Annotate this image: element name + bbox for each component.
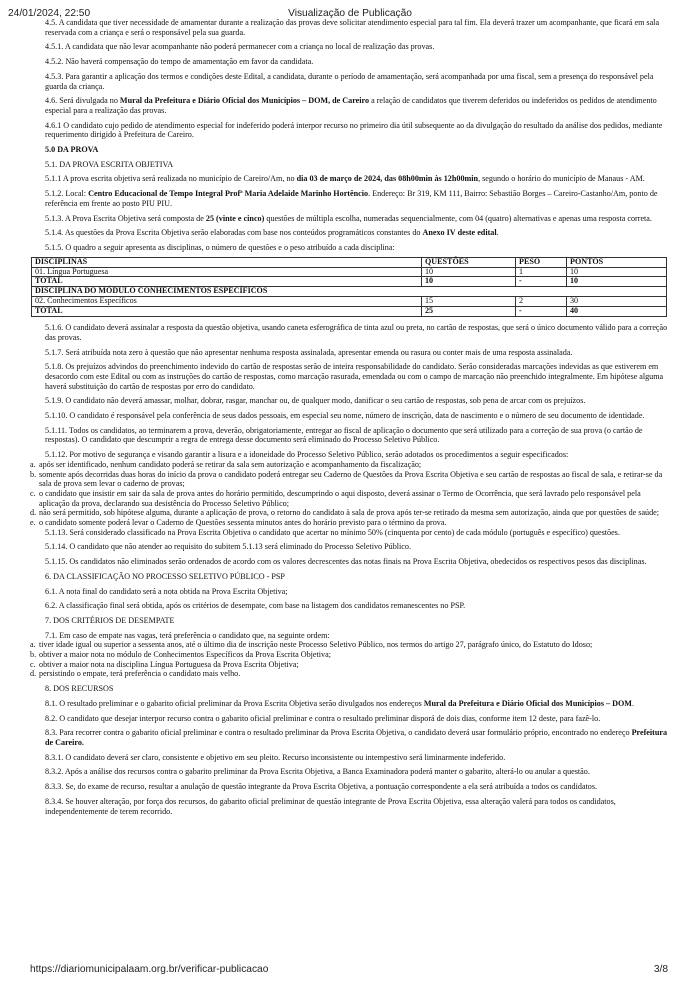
paragraph-5-1-7: 5.1.7. Será atribuída nota zero à questão que não apresentar nenhuma resposta assinalada, apresentar emenda ou rasura ou conter mais de uma resposta assinalada. [45,347,573,357]
text-run: a relação de candidatos que tiverem deferidos ou indeferidos os pedidos de atendimento especial para a realização das provas. [45,96,657,115]
paragraph-4-5-1: 4.5.1. A candidata que não levar acompanhante não poderá permanecer com a criança no local de realização das provas. [45,42,435,52]
print-datetime: 24/01/2024, 22:50 [8,8,91,19]
list-7-1 [31,640,671,679]
list-marker: b. [30,469,37,479]
list-item-text: somente após decorridas duas horas do início da prova o candidato poderá entregar seu Caderno de Questões da Prova Escrita Objetiva e seu cartão de respostas ao fiscal de sala, e retirar-se da sala de prova sem levar o caderno de provas; [39,469,663,489]
table-cell [422,277,516,287]
section-heading-5-0 [31,145,671,155]
list-item-text: não será permitido, sob hipótese alguma, durante a aplicação de prova, o retorno do candidato à sala de prova após ter-se retirado da mesma sem autorização, ainda que por questões de saúde; [39,508,660,518]
list-item-text: obtiver a maior nota na disciplina Língua Portuguesa da Prova Escrita Objetiva; [39,659,299,669]
text-run: 4.6. Será divulgada no [45,96,120,106]
paragraph-5-1-9: 5.1.9. O candidato não deverá amassar, molhar, dobrar, rasgar, manchar ou, de qualquer modo, danificar o seu cartão de respostas, sob pena de arcar com os prejuízos. [45,396,586,406]
table-total-row [32,307,667,317]
bold-run: 40 [570,306,579,316]
list-marker: b. [30,650,37,660]
list-item [31,640,671,650]
header-peso [516,257,567,267]
table-cell: 10 [422,267,516,277]
bold-run: 10 [570,276,579,286]
bold-run: - [519,306,522,316]
paragraph-8-1 [31,699,671,709]
list-marker: a. [30,459,36,469]
text-run: 5.1.1 A prova escrita objetiva será realizada no município de Careiro/Am, no [45,174,297,184]
text-run: 5.1.3. A Prova Escrita Objetiva será composta de [45,213,206,223]
table-cell: 30 [567,297,667,307]
paragraph-5-1-4 [31,228,671,238]
list-item-text: obtiver a maior nota no módulo de Conhecimentos Específicos da Prova Escrita Objetiva; [39,650,331,660]
list-item-text: após ser identificado, nenhum candidato poderá se retirar da sala sem autorização e acompanhamento da fiscalização; [39,459,422,469]
bold-run: 25 (vinte e cinco) [205,213,265,223]
table-cell [32,307,422,317]
paragraph-8-2: 8.2. O candidato que desejar interpor recurso contra o gabarito oficial preliminar e contra o resultado preliminar disporá de dois dias, conforme item 12 deste, para fazê-lo. [45,713,601,723]
table-cell: 1 [516,267,567,277]
paragraph-5-1-1 [31,174,671,184]
list-marker: d. [30,508,37,518]
table-cell [567,277,667,287]
bold-run: Mural da Prefeitura e Diário Oficial dos Municípios – DOM [423,698,632,708]
table-cell: 02. Conhecimentos Específicos [32,297,422,307]
bold-run: dia 03 de março de 2024, das 08h00min às 12h00min [296,174,479,184]
paragraph-5-1-8: 5.1.8. Os prejuízos advindos do preenchimento indevido do cartão de respostas serão de inteira responsabilidade do candidato. Serão consideradas marcações indevidas as que estiverem em desacordo com este Edital ou com as instruções do cartão de respostas, como marcação rasurada, emendada ou com o campo de marcação não preenchido integralmente. Em hipótese alguma haverá substituição do cartão de respostas por erro do candidato. [45,362,664,391]
bold-run: QUESTÕES [425,256,469,266]
list-item [31,669,671,679]
section-heading-6: 6. DA CLASSIFICAÇÃO NO PROCESSO SELETIVO PÚBLICO - PSP [45,571,285,581]
paragraph-5-1-12: 5.1.12. Por motivo de segurança e visando garantir a lisura e a idoneidade do Processo Seletivo Público, serão adotados os procedimentos a seguir especificados: [45,450,569,460]
paragraph-4-5: 4.5. A candidata que tiver necessidade de amamentar durante a realização das provas deve solicitar atendimento especial para tal fim. Ela deverá trazer um acompanhante, que ficará em sala reservada com a criança e será o responsável pela sua guarda. [45,18,660,37]
paragraph-8-3-1: 8.3.1. O candidato deverá ser claro, consistente e objetivo em seu pleito. Recurso inconsistente ou intempestivo será liminarmente indeferido. [45,752,506,762]
bold-run: TOTAL [35,306,63,316]
paragraph-5-1-6: 5.1.6. O candidato deverá assinalar a resposta da questão objetiva, usando caneta esferográfica de tinta azul ou preta, no cartão de respostas, que será o único documento válido para a correção das provas. [45,323,668,342]
bold-run: PONTOS [570,256,604,266]
list-marker: c. [30,659,36,669]
bold-run: 5.0 DA PROVA [45,145,99,155]
paragraph-5-1-14: 5.1.14. O candidato que não atender ao requisito do subitem 5.1.13 será eliminado do Processo Seletivo Público. [45,542,412,552]
paragraph-5-1-5: 5.1.5. O quadro a seguir apresenta as disciplinas, o número de questões e o peso atribuído a cada disciplina: [45,242,395,252]
header-questoes [422,257,516,267]
browser-print-footer [0,964,700,980]
bold-run: DISCIPLINA DO MÓDULO CONHECIMENTOS ESPECÍFICOS [35,286,268,296]
text-run: . [631,698,635,708]
table-header-row [32,257,667,267]
list-marker: d. [30,669,37,679]
list-marker: e. [30,518,36,528]
bold-run: - [519,276,522,286]
table-cell [32,287,667,297]
bold-run: Centro Educacional de Tempo Integral Profª Maria Adelaide Marinho Hortêncio [88,189,369,199]
list-marker: c. [30,488,36,498]
list-item [31,508,671,518]
list-item [31,650,671,660]
table-cell: 2 [516,297,567,307]
text-run: 5.1.2. Local: [45,189,89,199]
text-run: 5.1.4. As questões da Prova Escrita Objetiva serão elaboradas com base nos conteúdos programáticos constantes do [45,228,423,238]
bold-run: Anexo IV deste edital [422,228,497,238]
text-run: 8.1. O resultado preliminar e o gabarito oficial preliminar da Prova Escrita Objetiva serão divulgados nos endereços [45,698,424,708]
bold-run: 10 [425,276,434,286]
paragraph-4-6 [31,96,671,115]
disciplines-table [31,257,667,317]
table-cell [567,307,667,317]
table-cell [516,307,567,317]
list-item-text: persistindo o empate, terá preferência o candidato mais velho. [39,669,241,679]
paragraph-5-1-15: 5.1.15. Os candidatos não eliminados serão ordenados de acordo com os valores decrescentes das notas finais na Prova Escrita Objetiva, obedecidos os respectivos pesos das disciplinas. [45,557,647,567]
print-page-title: Visualização de Publicação [288,8,412,19]
paragraph-5-1-11: 5.1.11. Todos os candidatos, ao terminarem a prova, deverão, obrigatoriamente, entregar ao fiscal de aplicação o documento que será utilizado para a correção de sua prova (o cartão de respostas). O candidato que descumprir a regra de entrega desse documento será eliminado do Processo Seletivo Público. [45,425,643,445]
section-heading-7: 7. DOS CRITÉRIOS DE DESEMPATE [45,615,175,625]
table-cell: 10 [567,267,667,277]
list-item-text: o candidato somente poderá levar o Caderno de Questões sessenta minutos antes do horário previsto para o término da prova. [39,518,447,528]
list-item [31,470,671,489]
publication-body [31,18,671,816]
header-pontos [567,257,667,267]
paragraph-8-3 [31,728,671,747]
table-cell [516,277,567,287]
bold-run: Prefeitura de Careiro. [45,728,668,747]
paragraph-5-1-10: 5.1.10. O candidato é responsável pela conferência de seus dados pessoais, em especial seu nome, número de inscrição, data de nascimento e o número de seu documento de identidade. [45,411,645,421]
paragraph-6-2: 6.2. A classificação final será obtida, após os critérios de desempate, com base na listagem dos candidatos remanescentes no PSP. [45,601,466,611]
list-5-1-12 [31,460,671,528]
paragraph-8-3-2: 8.3.2. Após a análise dos recursos contra o gabarito preliminar da Prova Escrita Objetiva, a Banca Examinadora poderá manter o gabarito, alterá-lo ou anular a questão. [45,767,590,777]
bold-run: Mural da Prefeitura e Diário Oficial dos Municípios – DOM, de Careiro [119,96,370,106]
text-run: . [496,228,499,238]
subsection-heading-5-1: 5.1. DA PROVA ESCRITA OBJETIVA [45,159,174,169]
table-row [32,267,667,277]
paragraph-4-5-3: 4.5.3. Para garantir a aplicação dos termos e condições deste Edital, a candidata, durante o período de amamentação, será acompanhada por uma fiscal, sem a presença do responsável pela guarda da criança. [45,71,654,91]
table-section-row [32,287,667,297]
list-item-text: tiver idade igual ou superior a sessenta anos, até o último dia de inscrição neste Processo Seletivo Público, nos termos do artigo 27, parágrafo único, do Estatuto do Idoso; [39,640,593,650]
paragraph-5-1-2 [31,189,671,208]
paragraph-4-5-2: 4.5.2. Não haverá compensação do tempo de amamentação em favor da candidata. [45,57,314,67]
table-cell [422,307,516,317]
text-run: . Endereço: Br 319, KM 111, Bairro: Sebastião Borges – Careiro-Castanho/Am, ponto de referência em frente ao posto PIU PIU. [45,189,658,208]
section-heading-8: 8. DOS RECURSOS [45,684,114,694]
page-number: 3/8 [653,964,668,975]
bold-run: DISCIPLINAS [35,256,88,266]
bold-run: PESO [519,256,541,266]
bold-run: TOTAL [35,276,63,286]
list-item [31,660,671,670]
table-row [32,297,667,307]
text-run: 8.3. Para recorrer contra o gabarito oficial preliminar e contra o resultado preliminar da Prova Escrita Objetiva, o candidato deverá usar formulário próprio, encontrado no endereço [45,728,632,738]
paragraph-8-3-4: 8.3.4. Se houver alteração, por força dos recursos, do gabarito oficial preliminar de questão integrante de Prova Escrita Objetiva, essa alteração valerá para todos os candidatos, independentemente de terem recorrido. [45,796,616,816]
paragraph-6-1: 6.1. A nota final do candidato será a nota obtida na Prova Escrita Objetiva; [45,586,288,596]
text-run: , segundo o horário do município de Manaus - AM. [478,174,645,184]
page-url: https://diariomunicipalaam.org.br/verificar-publicacao [30,964,269,975]
header-disciplinas [32,257,422,267]
table-cell: 15 [422,297,516,307]
paragraph-5-1-13: 5.1.13. Será considerado classificado na Prova Escrita Objetiva o candidato que acertar no mínimo 50% (cinquenta por cento) de cada módulo (português e específico) questões. [45,527,620,537]
paragraph-4-6-1: 4.6.1 O candidato cujo pedido de atendimento especial for indeferido poderá interpor recurso no primeiro dia útil subsequente ao da divulgação do resultado da análise dos pedidos, mediante requerimento dirigido à Prefeitura de Careiro. [45,120,663,140]
bold-run: 25 [425,306,434,316]
list-item-text: o candidato que insistir em sair da sala de prova antes do horário permitido, descumprindo o aqui disposto, deverá assinar o Termo de Ocorrência, que será lavrado pelo responsável pela aplicação da prova, declarando sua desistência do Processo Seletivo Público; [39,488,641,508]
paragraph-7-1: 7.1. Em caso de empate nas vagas, terá preferência o candidato que, na seguinte ordem: [45,630,330,640]
list-item [31,489,671,508]
list-marker: a. [30,640,36,650]
text-run: questões de múltipla escolha, numeradas sequencialmente, com 04 (quatro) alternativas e apenas uma resposta correta. [264,213,652,223]
list-item [31,518,671,528]
paragraph-5-1-3 [31,214,671,224]
table-cell: 01. Língua Portuguesa [32,267,422,277]
paragraph-8-3-3: 8.3.3. Se, do exame de recurso, resultar a anulação de questão integrante da Prova Escrita Objetiva, a pontuação correspondente a ela será atribuída a todos os candidatos. [45,782,598,792]
list-item [31,460,671,470]
